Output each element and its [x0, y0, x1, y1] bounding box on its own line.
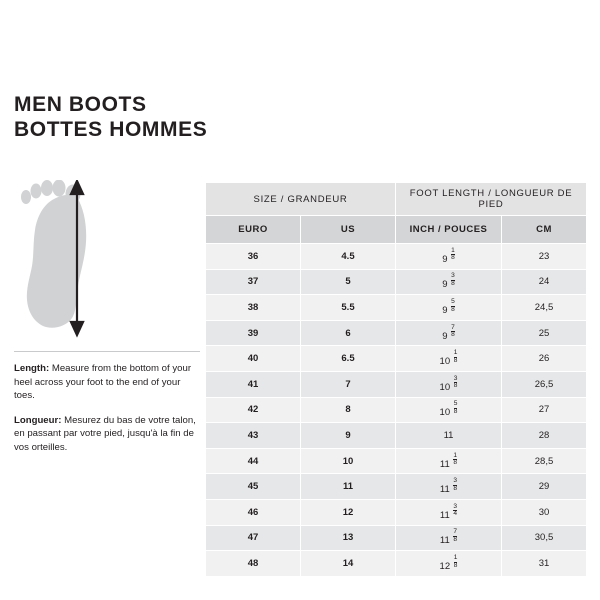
cell-cm: 27	[502, 397, 587, 423]
cell-cm: 30	[502, 499, 587, 525]
cell-euro: 44	[206, 448, 301, 474]
table-row	[206, 371, 587, 397]
note-longueur-text: Mesurez du bas de votre talon, en passant par votre pied, jusqu'à la fin de vos orteilles.	[14, 414, 196, 453]
table-row	[206, 269, 587, 295]
cell-inch: 11	[396, 423, 502, 449]
table-row	[206, 474, 587, 500]
column-header-cm: CM	[502, 216, 587, 244]
cell-us: 8	[301, 397, 396, 423]
note-length-fr	[14, 414, 200, 455]
cell-euro: 39	[206, 320, 301, 346]
title-line-en: MEN BOOTS	[14, 93, 147, 116]
table-row	[206, 346, 587, 372]
cell-inch: 9 $\frac{5}{8}$	[396, 295, 502, 321]
cell-inch: 10 $\frac{1}{8}$	[396, 346, 502, 372]
page-title	[14, 92, 207, 142]
cell-euro: 40	[206, 346, 301, 372]
cell-us: 11	[301, 474, 396, 500]
cell-cm: 28,5	[502, 448, 587, 474]
cell-inch: 11 $\frac{3}{4}$	[396, 499, 502, 525]
cell-inch: 9 $\frac{3}{8}$	[396, 269, 502, 295]
cell-euro: 48	[206, 551, 301, 577]
group-header-size: SIZE / GRANDEUR	[206, 183, 396, 216]
table-group-header-row	[206, 183, 587, 216]
cell-cm: 23	[502, 244, 587, 270]
cell-cm: 25	[502, 320, 587, 346]
cell-inch: 9 $\frac{7}{8}$	[396, 320, 502, 346]
cell-inch: 10 $\frac{3}{8}$	[396, 371, 502, 397]
size-table-wrapper	[205, 182, 586, 577]
cell-us: 13	[301, 525, 396, 551]
cell-euro: 46	[206, 499, 301, 525]
table-row	[206, 448, 587, 474]
cell-us: 6	[301, 320, 396, 346]
cell-euro: 43	[206, 423, 301, 449]
cell-us: 14	[301, 551, 396, 577]
cell-us: 5.5	[301, 295, 396, 321]
group-header-foot-length: FOOT LENGTH / LONGUEUR DE PIED	[396, 183, 587, 216]
cell-euro: 45	[206, 474, 301, 500]
cell-cm: 28	[502, 423, 587, 449]
cell-euro: 41	[206, 371, 301, 397]
table-row	[206, 320, 587, 346]
cell-inch: 11 $\frac{7}{8}$	[396, 525, 502, 551]
cell-inch: 9 $\frac{1}{8}$	[396, 244, 502, 270]
cell-euro: 42	[206, 397, 301, 423]
cell-cm: 24,5	[502, 295, 587, 321]
cell-us: 7	[301, 371, 396, 397]
cell-us: 5	[301, 269, 396, 295]
measurement-guide	[14, 180, 200, 454]
table-row	[206, 499, 587, 525]
cell-inch: 11 $\frac{1}{8}$	[396, 448, 502, 474]
table-column-header-row	[206, 216, 587, 244]
title-line-fr: BOTTES HOMMES	[14, 118, 208, 141]
cell-cm: 30,5	[502, 525, 587, 551]
size-table-body	[206, 244, 587, 577]
note-length-text: Measure from the bottom of your heel across your foot to the end of your toes.	[14, 363, 192, 401]
foot-diagram	[14, 180, 200, 345]
cell-euro: 37	[206, 269, 301, 295]
foot-outline-icon	[14, 180, 200, 345]
cell-us: 4.5	[301, 244, 396, 270]
table-row	[206, 244, 587, 270]
column-header-inch: INCH / POUCES	[396, 216, 502, 244]
cell-us: 12	[301, 499, 396, 525]
cell-cm: 29	[502, 474, 587, 500]
note-length-en	[14, 362, 200, 403]
table-row	[206, 423, 587, 449]
cell-euro: 36	[206, 244, 301, 270]
table-row	[206, 295, 587, 321]
table-row	[206, 397, 587, 423]
note-length-label: Length:	[14, 363, 50, 374]
cell-us: 10	[301, 448, 396, 474]
divider	[14, 351, 200, 352]
column-header-euro: EURO	[206, 216, 301, 244]
cell-cm: 31	[502, 551, 587, 577]
cell-inch: 11 $\frac{3}{8}$	[396, 474, 502, 500]
table-row	[206, 551, 587, 577]
cell-cm: 26,5	[502, 371, 587, 397]
cell-cm: 24	[502, 269, 587, 295]
cell-us: 9	[301, 423, 396, 449]
cell-euro: 38	[206, 295, 301, 321]
cell-inch: 10 $\frac{5}{8}$	[396, 397, 502, 423]
column-header-us: US	[301, 216, 396, 244]
cell-inch: 12 $\frac{1}{8}$	[396, 551, 502, 577]
cell-cm: 26	[502, 346, 587, 372]
cell-euro: 47	[206, 525, 301, 551]
note-longueur-label: Longueur:	[14, 414, 62, 426]
table-row	[206, 525, 587, 551]
size-table	[205, 182, 587, 577]
cell-us: 6.5	[301, 346, 396, 372]
